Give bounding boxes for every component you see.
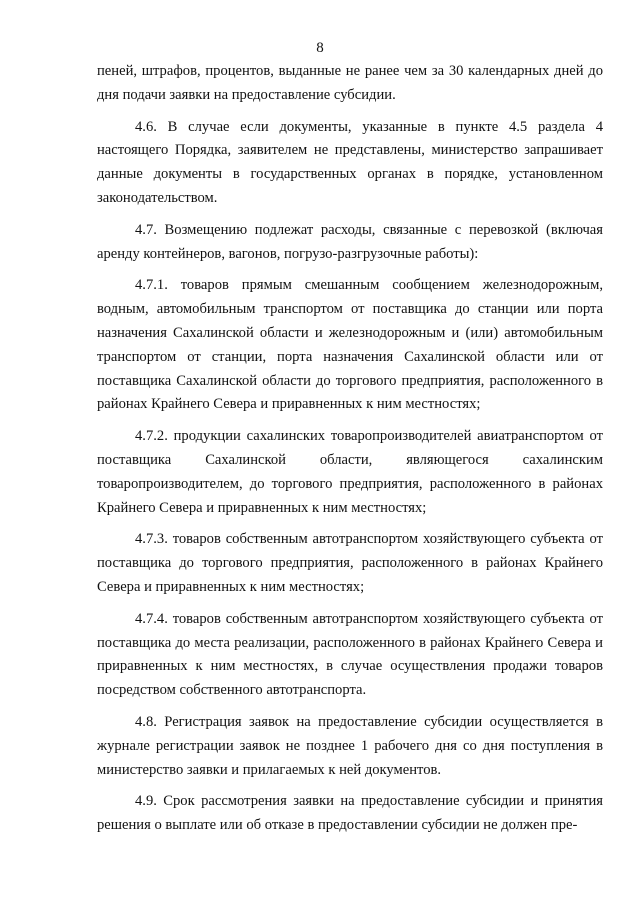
document-body — [97, 60, 603, 846]
paragraph-4-7-3: 4.7.3. товаров собственным автотранспортом хозяйствующего субъекта от поставщика до торгового предприятия, расположенного в районах Крайнего Севера и приравненных к ним местностях; — [97, 531, 603, 595]
paragraph-4-6: 4.6. В случае если документы, указанные в пункте 4.5 раздела 4 настоящего Порядка, заявителем не представлены, министерство запрашивает данные документы в государственных органах в порядке, установленном законодательством. — [97, 118, 603, 206]
paragraph-4-7: 4.7. Возмещению подлежат расходы, связанные с перевозкой (включая аренду контейнеров, вагонов, погрузо-разгрузочные работы): — [97, 221, 603, 262]
paragraph-4-8: 4.8. Регистрация заявок на предоставление субсидии осуществляется в журнале регистрации заявок не позднее 1 рабочего дня со дня поступления в министерство заявки и прилагаемых к ней документов. — [97, 713, 603, 778]
paragraph-continuation: пеней, штрафов, процентов, выданные не ранее чем за 30 календарных дней до дня подачи заявки на предоставление субсидии. — [97, 63, 603, 103]
paragraph-4-9: 4.9. Срок рассмотрения заявки на предоставление субсидии и принятия решения о выплате или об отказе в предоставлении субсидии не должен пре- — [97, 793, 603, 834]
paragraph-4-7-2: 4.7.2. продукции сахалинских товаропроизводителей авиатранспортом от поставщика Сахалинской области, являющегося сахалинским товаропроизводителем, до торгового предприятия, расположенного в районах Крайнего Севера и приравненных к ним местностях; — [97, 428, 603, 516]
page-number: 8 — [316, 40, 324, 56]
paragraph-4-7-1: 4.7.1. товаров прямым смешанным сообщением железнодорожным, водным, автомобильным транспортом от поставщика до станции или порта назначения Сахалинской области и железнодорожным и (или) автомобильным транспортом от станции, порта назначения Сахалинской области или от поставщика Сахалинской области до торгового предприятия, расположенного в районах Крайнего Севера и приравненных к ним местностях; — [97, 277, 603, 413]
paragraph-4-7-4: 4.7.4. товаров собственным автотранспортом хозяйствующего субъекта от поставщика до места реализации, расположенного в районах Крайнего Севера и приравненных к ним местностях, в случае осуществления продажи товаров посредством собственного автотранспорта. — [97, 610, 603, 699]
